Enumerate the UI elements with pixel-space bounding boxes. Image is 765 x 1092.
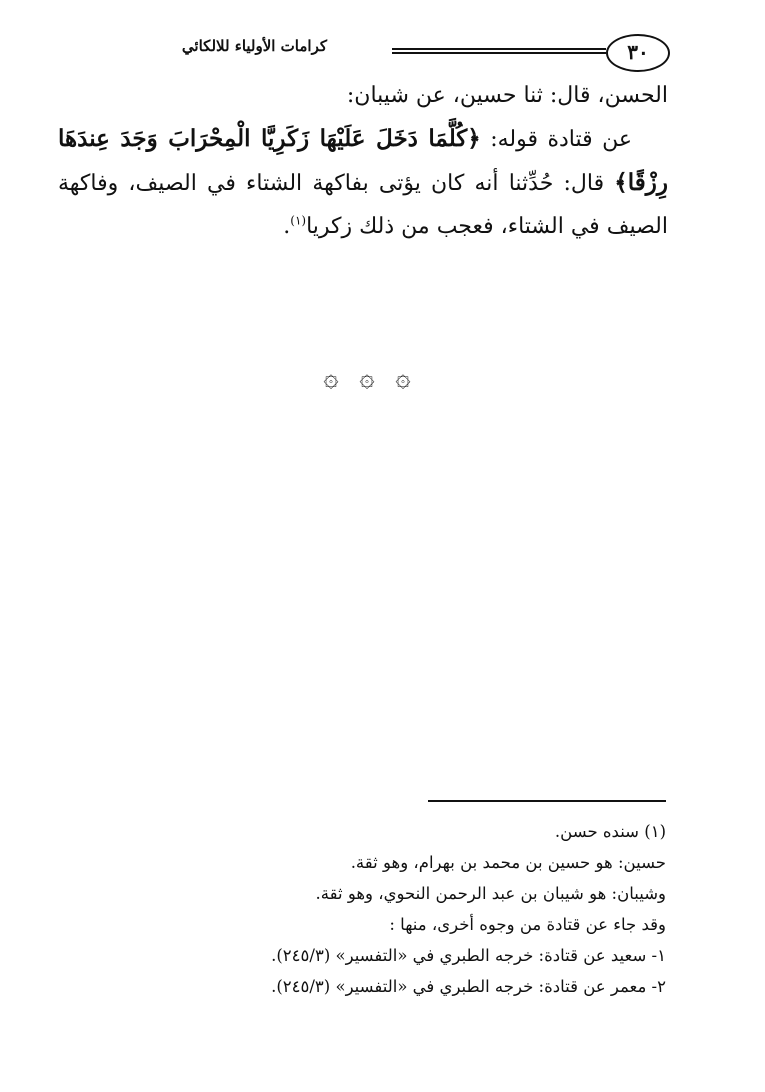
main-text [58,74,668,248]
running-header [52,34,670,74]
page-number: ٣٠ [606,34,670,72]
flower-ornament-icon: ۞ [323,363,339,393]
footnote-separator [428,800,666,802]
footnote-line: وشيبان: هو شيبان بن عبد الرحمن النحوي، وهو ثقة. [315,884,666,903]
section-separator [312,365,422,391]
narration-intro: عن قتادة قوله: [480,127,632,152]
footnote-line: (١) سنده حسن. [554,822,666,841]
narration-text: قال: حُدِّثنا أنه كان يؤتى بفاكهة الشتاء في الصيف، وفاكهة الصيف في الشتاء، فعجب من ذلك زكريا [58,171,668,239]
isnad-line: الحسن، قال: ثنا حسين، عن شيبان: [346,83,668,108]
footnotes [150,816,666,1002]
footnote-reference: (١) [290,213,307,228]
narration-paragraph [58,117,668,248]
narration-end: . [283,214,291,239]
book-title: كرامات الأولياء للالكائي [181,37,327,55]
header-double-rule [392,48,606,54]
footnote-line: ٢- معمر عن قتادة: خرجه الطبري في «التفسير» (٢٤٥/٣). [271,977,666,996]
footnote-line: حسين: هو حسين بن محمد بن بهرام، وهو ثقة. [350,853,666,872]
footnote-line: وقد جاء عن قتادة من وجوه أخرى، منها : [389,915,666,934]
quran-verse: ﴿كُلَّمَا دَخَلَ عَلَيْهَا زَكَرِيَّا الْمِحْرَابَ وَجَدَ عِندَهَا رِزْقًا﴾ [58,125,668,196]
footnote-line: ١- سعيد عن قتادة: خرجه الطبري في «التفسير» (٢٤٥/٣). [271,946,666,965]
flower-ornament-icon: ۞ [359,363,375,393]
flower-ornament-icon: ۞ [395,363,411,393]
